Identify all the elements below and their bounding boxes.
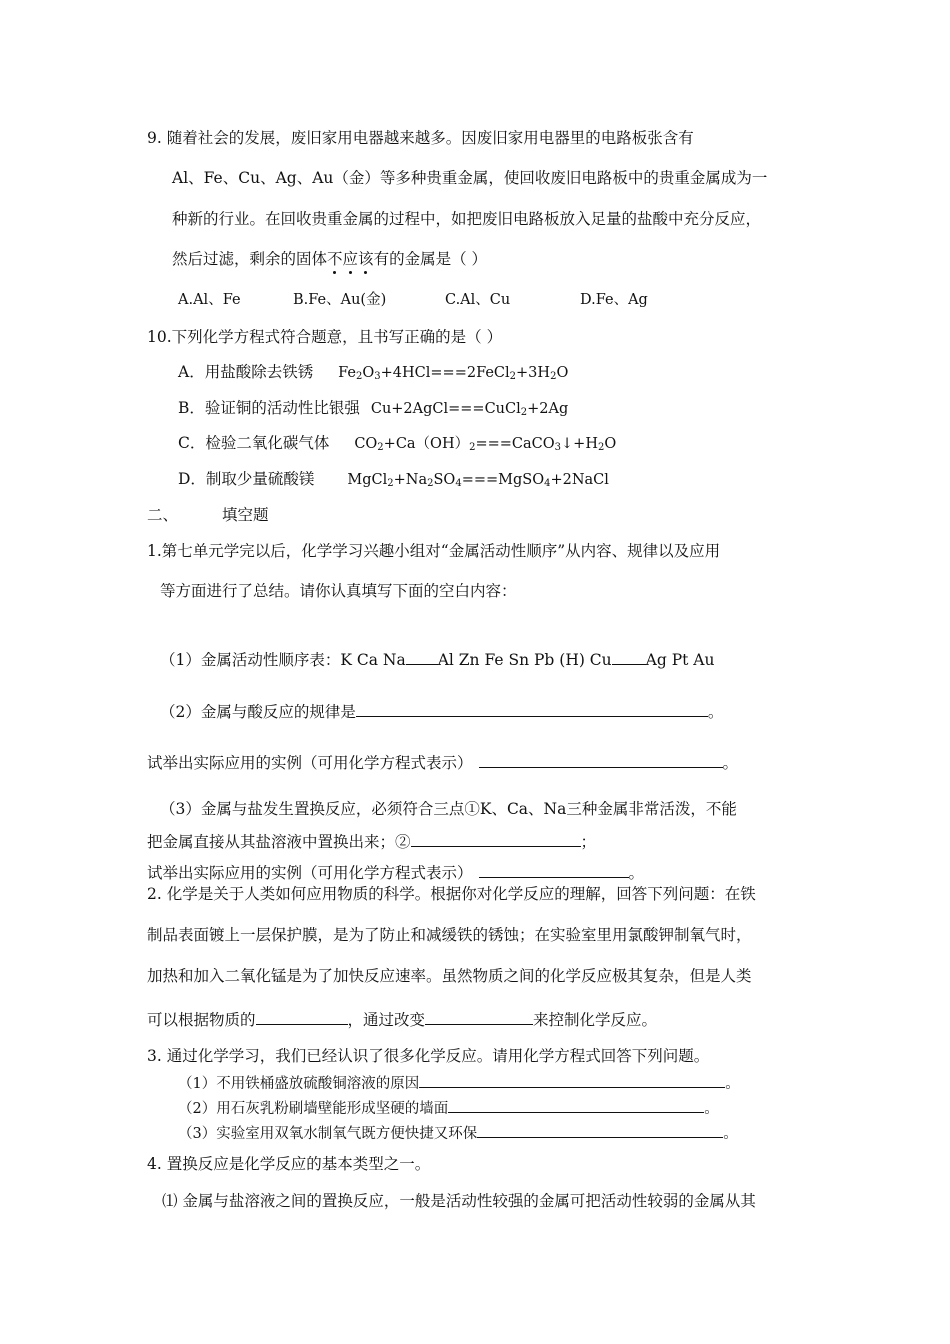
answer-blank[interactable] xyxy=(448,1096,704,1113)
q10-b-eq-part2: +2Ag xyxy=(527,401,569,417)
f1-example1 xyxy=(147,751,738,773)
section-title: 填空题 xyxy=(222,506,269,524)
f2-line3: 加热和加入二氧化锰是为了加快反应速率。虽然物质之间的化学反应极其复杂，但是人类 xyxy=(147,967,752,985)
period: 。 xyxy=(725,1076,740,1092)
q9-line4-pre: 然后过滤，剩余的固体 xyxy=(172,250,328,268)
f3-item2-text: （2）用石灰乳粉刷墙壁能形成坚硬的墙面 xyxy=(178,1101,449,1117)
period: 。 xyxy=(722,754,739,772)
emphasis-char-2: 应 xyxy=(342,250,359,268)
q10-option-c-label: C．检验二氧化碳气体 xyxy=(178,434,330,452)
answer-blank[interactable] xyxy=(419,1071,725,1088)
f3-item2 xyxy=(178,1096,719,1119)
q10-option-b-label: B．验证铜的活动性比银强 xyxy=(178,399,360,417)
answer-blank[interactable] xyxy=(406,648,438,665)
answer-blank[interactable] xyxy=(425,1008,533,1025)
q9-option-d: D.Fe、Ag xyxy=(580,292,648,308)
f1-part3-line2 xyxy=(147,830,596,852)
period: 。 xyxy=(707,703,724,721)
q9-line2: Al、Fe、Cu、Ag、Au（金）等多种贵重金属，使回收废旧电路板中的贵重金属成为一 xyxy=(172,169,768,187)
q9-line4 xyxy=(172,249,487,269)
answer-blank[interactable] xyxy=(612,648,646,665)
answer-blank[interactable] xyxy=(477,1121,723,1138)
f2-line1: 2. 化学是关于人类如何应用物质的科学。根据你对化学反应的理解，回答下列问题：在铁 xyxy=(147,885,756,903)
q10-b-eq-part1: Cu+2AgCl===CuCl xyxy=(370,401,521,417)
q10-stem: 10.下列化学方程式符合题意，且书写正确的是（ ） xyxy=(147,328,503,346)
f2-line4-c: 来控制化学反应。 xyxy=(533,1011,658,1029)
f3-item1-text: （1）不用铁桶盛放硫酸铜溶液的原因 xyxy=(178,1076,420,1092)
q9-line3: 种新的行业。在回收贵重金属的过程中，如把废旧电路板放入足量的盐酸中充分反应， xyxy=(172,210,762,228)
f1-example2 xyxy=(147,861,644,883)
f2-line4-b: ，通过改变 xyxy=(347,1011,426,1029)
period: 。 xyxy=(723,1126,738,1142)
q9-option-a: A.Al、Fe xyxy=(178,292,241,308)
emphasis-char-1: 不 xyxy=(327,250,343,268)
f3-item3-text: （3）实验室用双氧水制氧气既方便快捷又环保 xyxy=(178,1126,478,1142)
q9-line4-post: 有的金属是（ ） xyxy=(373,250,487,268)
q10-option-c xyxy=(178,433,616,454)
answer-blank[interactable] xyxy=(356,700,708,717)
section-number: 二、 xyxy=(147,506,179,524)
answer-blank[interactable] xyxy=(256,1008,348,1025)
f1-part1-c: Ag Pt Au xyxy=(645,651,715,669)
q10-option-c-equation: $CO_2+Ca(OH)_2===CaCO_3↓+H_2O$ xyxy=(354,436,617,453)
f1-part3-line1: （3）金属与盐发生置换反应，必须符合三点①K、Ca、Na三种金属非常活泼，不能 xyxy=(160,800,737,818)
period: 。 xyxy=(704,1101,719,1117)
f3-item1 xyxy=(178,1071,740,1094)
f2-line4-a: 可以根据物质的 xyxy=(147,1011,256,1029)
answer-blank[interactable] xyxy=(479,751,723,768)
f1-part2-text: （2）金属与酸反应的规律是 xyxy=(160,703,356,721)
f4-sub1: ⑴ 金属与盐溶液之间的置换反应，一般是活动性较强的金属可把活动性较弱的金属从其 xyxy=(162,1192,756,1210)
q9-option-b: B.Fe、Au(金) xyxy=(293,292,387,308)
q9-option-c: C.Al、Cu xyxy=(445,292,511,308)
q10-option-d-label: D．制取少量硫酸镁 xyxy=(178,470,315,488)
f3-item3 xyxy=(178,1121,738,1144)
q10-option-d-equation: $MgCl_2+Na_2SO_4===MgSO_4+2NaCl$ xyxy=(347,472,609,489)
f1-part1-b: Al Zn Fe Sn Pb (H) Cu xyxy=(437,651,612,669)
answer-blank[interactable] xyxy=(411,830,581,847)
f1-part2 xyxy=(160,700,723,722)
q9-line1: 9. 随着社会的发展，废旧家用电器越来越多。因废旧家用电器里的电路板张含有 xyxy=(147,129,694,147)
f1-line2: 等方面进行了总结。请你认真填写下面的空白内容： xyxy=(160,582,517,600)
answer-blank[interactable] xyxy=(479,861,629,878)
f1-example2-text: 试举出实际应用的实例（可用化学方程式表示） xyxy=(147,864,473,882)
semicolon: ； xyxy=(580,833,597,851)
f3-stem: 3. 通过化学学习，我们已经认识了很多化学反应。请用化学方程式回答下列问题。 xyxy=(147,1047,710,1065)
q10-option-a xyxy=(178,362,568,383)
section-heading xyxy=(147,505,269,525)
q10-option-a-label: A．用盐酸除去铁锈 xyxy=(178,363,314,381)
q10-option-d xyxy=(178,469,609,490)
f1-part3-line2-text: 把金属直接从其盐溶液中置换出来；② xyxy=(147,833,411,851)
q10-option-b-equation: Cu+2AgCl===CuCl$_2$+2Ag xyxy=(370,401,569,418)
emphasis-char-3: 该 xyxy=(358,250,374,268)
f1-part1 xyxy=(160,648,714,670)
f4-stem: 4. 置换反应是化学反应的基本类型之一。 xyxy=(147,1155,431,1173)
f1-example1-text: 试举出实际应用的实例（可用化学方程式表示） xyxy=(147,754,473,772)
f2-line2: 制品表面镀上一层保护膜，是为了防止和减缓铁的锈蚀；在实验室里用氯酸钾制氧气时， xyxy=(147,926,752,944)
period: 。 xyxy=(628,864,645,882)
f2-line4 xyxy=(147,1008,657,1030)
q10-option-b xyxy=(178,398,568,419)
f1-line1: 1.第七单元学完以后，化学学习兴趣小组对“金属活动性顺序”从内容、规律以及应用 xyxy=(147,542,721,560)
q10-option-a-equation: $Fe_2O_3+4HCl===2FeCl_2+3H_2O$ xyxy=(338,365,569,382)
f1-part1-a: （1）金属活动性顺序表：K Ca Na xyxy=(160,651,406,669)
